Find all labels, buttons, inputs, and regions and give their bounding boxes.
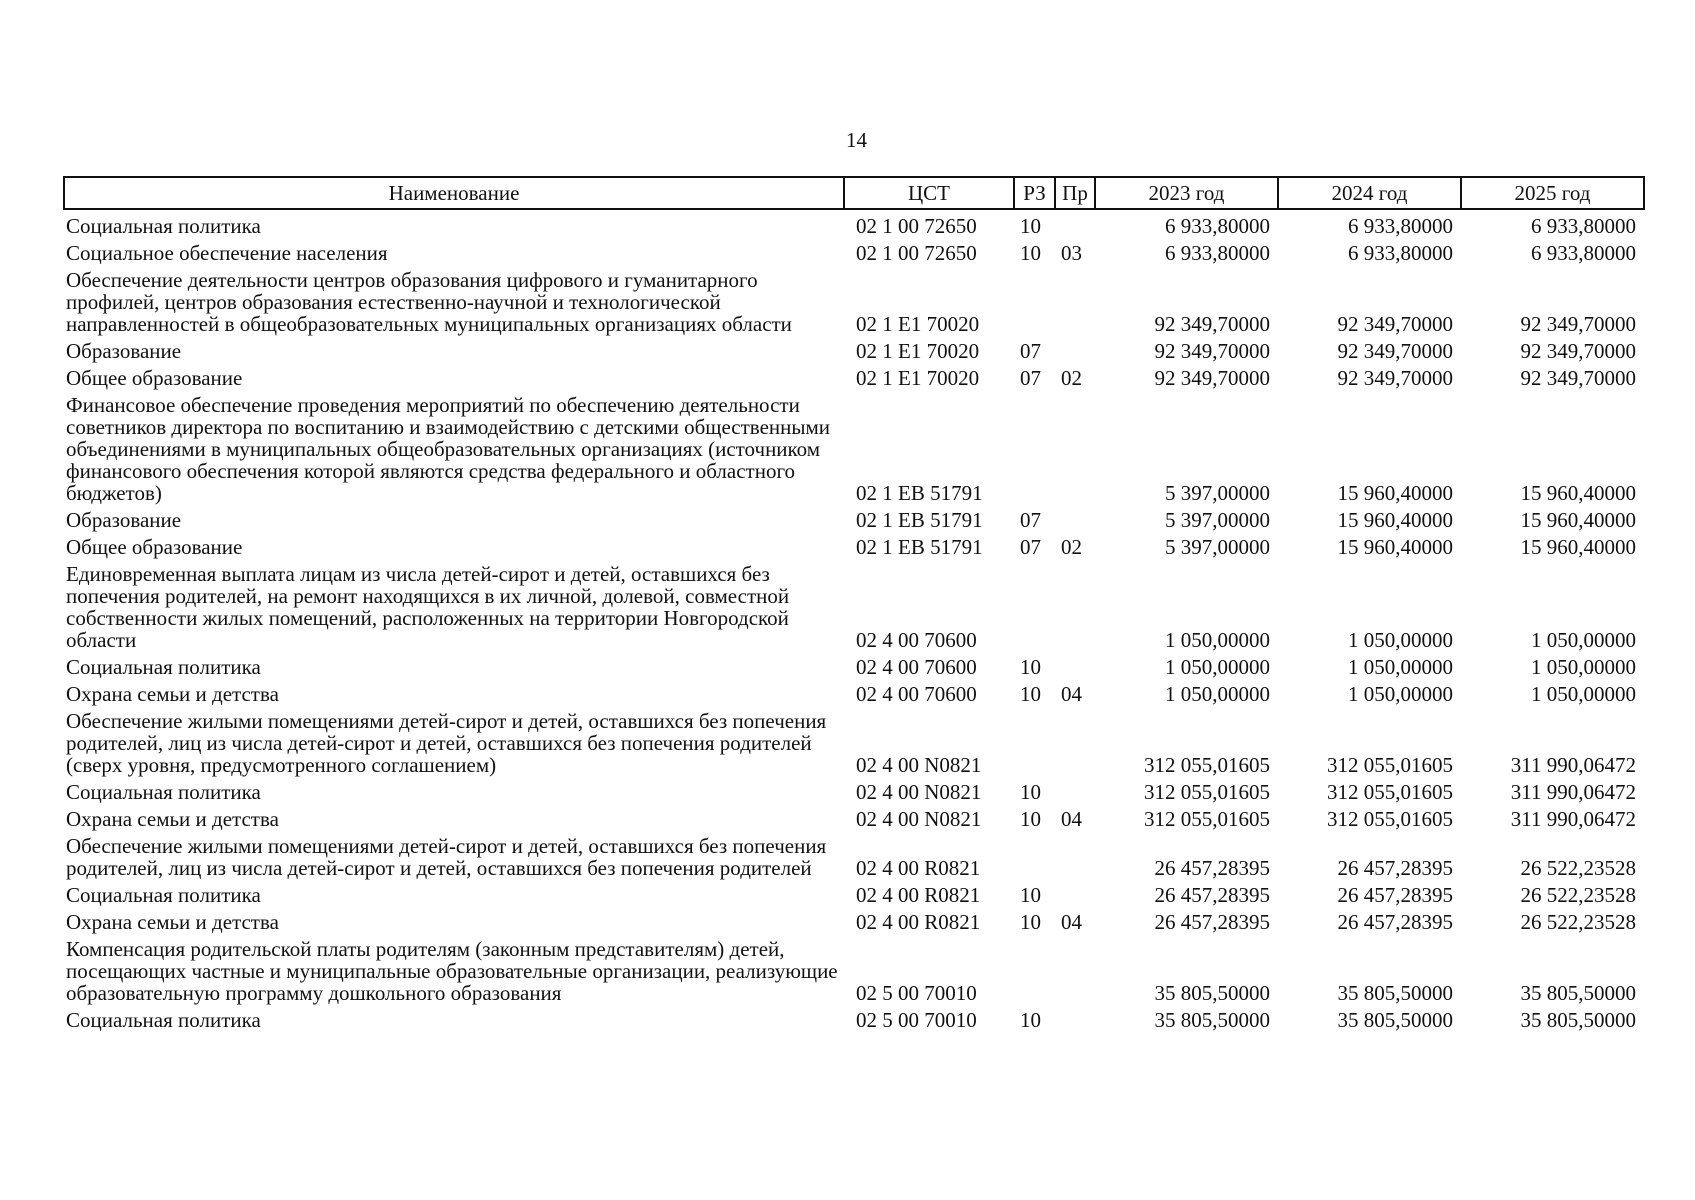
table-row	[64, 803, 1644, 830]
row-value-2023: 26 457,28395	[1154, 883, 1270, 907]
row-pr	[1055, 264, 1095, 335]
row-rz	[1014, 705, 1055, 776]
row-rz	[1014, 389, 1055, 504]
table-header	[64, 177, 1644, 209]
row-cst: 02 1 Е1 70020	[856, 339, 980, 363]
row-name: Обеспечение деятельности центров образования цифрового и гуманитарного профилей, центров образования естественно-научной и технологической направленностей в общеобразовательных муниципальных организациях области	[66, 268, 792, 336]
row-value-2023: 1 050,00000	[1165, 655, 1270, 679]
row-value-2024: 6 933,80000	[1348, 241, 1453, 265]
row-value-2025: 26 522,23528	[1520, 883, 1636, 907]
row-pr: 03	[1061, 241, 1082, 265]
table-row	[64, 335, 1644, 362]
header-rz: РЗ	[1014, 177, 1055, 209]
row-value-2025: 92 349,70000	[1520, 366, 1636, 390]
row-value-2024: 1 050,00000	[1348, 655, 1453, 679]
row-rz	[1014, 558, 1055, 651]
row-pr: 04	[1061, 807, 1082, 831]
row-rz: 10	[1020, 910, 1041, 934]
table-row	[64, 209, 1644, 237]
row-cst: 02 1 00 72650	[856, 241, 977, 265]
row-rz	[1014, 830, 1055, 879]
row-value-2023: 26 457,28395	[1154, 910, 1270, 934]
row-value-2023: 1 050,00000	[1165, 682, 1270, 706]
row-cst: 02 1 ЕВ 51791	[856, 535, 983, 559]
row-cst: 02 4 00 R0821	[856, 883, 981, 907]
row-name: Обеспечение жилыми помещениями детей-сирот и детей, оставшихся без попечения родителей, лиц из числа детей-сирот и детей, оставшихся без попечения родителей (сверх уровня, предусмотренного соглашением)	[66, 709, 827, 777]
row-cst: 02 1 00 72650	[856, 214, 977, 238]
table-row	[64, 651, 1644, 678]
row-value-2024: 35 805,50000	[1337, 981, 1453, 1005]
header-pr: Пр	[1055, 177, 1095, 209]
table-row	[64, 879, 1644, 906]
table-body	[64, 209, 1644, 1031]
header-2023: 2023 год	[1095, 177, 1278, 209]
row-value-2023: 92 349,70000	[1154, 312, 1270, 336]
row-value-2025: 6 933,80000	[1531, 241, 1636, 265]
row-value-2024: 15 960,40000	[1337, 535, 1453, 559]
row-name: Социальная политика	[66, 655, 261, 679]
table-row	[64, 558, 1644, 651]
row-pr	[1055, 879, 1095, 906]
row-value-2023: 5 397,00000	[1165, 535, 1270, 559]
row-cst: 02 4 00 70600	[856, 655, 977, 679]
row-pr	[1055, 933, 1095, 1004]
row-cst: 02 4 00 70600	[856, 628, 977, 652]
row-pr	[1055, 651, 1095, 678]
row-cst: 02 4 00 N0821	[856, 807, 982, 831]
table-row	[64, 830, 1644, 879]
row-value-2025: 1 050,00000	[1531, 628, 1636, 652]
row-value-2024: 92 349,70000	[1337, 339, 1453, 363]
row-name: Образование	[66, 508, 182, 532]
row-rz: 10	[1020, 807, 1041, 831]
row-value-2023: 5 397,00000	[1165, 508, 1270, 532]
row-pr	[1055, 830, 1095, 879]
row-value-2025: 311 990,06472	[1510, 807, 1636, 831]
row-name: Социальная политика	[66, 1008, 261, 1032]
row-name: Охрана семьи и детства	[66, 682, 279, 706]
budget-table	[63, 176, 1645, 1031]
row-rz	[1014, 933, 1055, 1004]
page-number: 14	[846, 128, 867, 152]
table-row	[64, 362, 1644, 389]
table-row	[64, 678, 1644, 705]
row-pr	[1055, 209, 1095, 237]
row-pr: 02	[1061, 366, 1082, 390]
row-value-2025: 35 805,50000	[1520, 1008, 1636, 1032]
row-value-2025: 15 960,40000	[1520, 481, 1636, 505]
row-value-2025: 35 805,50000	[1520, 981, 1636, 1005]
table-row	[64, 504, 1644, 531]
row-value-2023: 6 933,80000	[1165, 241, 1270, 265]
table-row	[64, 389, 1644, 504]
row-value-2025: 92 349,70000	[1520, 312, 1636, 336]
row-value-2024: 312 055,01605	[1327, 807, 1453, 831]
row-name: Общее образование	[66, 535, 243, 559]
row-value-2024: 1 050,00000	[1348, 682, 1453, 706]
row-value-2023: 1 050,00000	[1165, 628, 1270, 652]
row-name: Обеспечение жилыми помещениями детей-сирот и детей, оставшихся без попечения родителей, лиц из числа детей-сирот и детей, оставшихся без попечения родителей	[66, 834, 827, 880]
row-cst: 02 4 00 R0821	[856, 910, 981, 934]
header-name: Наименование	[64, 177, 844, 209]
row-name: Образование	[66, 339, 182, 363]
row-value-2025: 6 933,80000	[1531, 214, 1636, 238]
row-value-2024: 26 457,28395	[1337, 910, 1453, 934]
row-value-2023: 92 349,70000	[1154, 339, 1270, 363]
table-row	[64, 705, 1644, 776]
row-rz: 10	[1020, 780, 1041, 804]
row-name: Социальная политика	[66, 214, 261, 238]
table-row	[64, 906, 1644, 933]
table-row	[64, 531, 1644, 558]
row-pr: 04	[1061, 682, 1082, 706]
row-cst: 02 4 00 R0821	[856, 856, 981, 880]
row-name: Общее образование	[66, 366, 243, 390]
row-value-2025: 1 050,00000	[1531, 655, 1636, 679]
row-cst: 02 1 ЕВ 51791	[856, 481, 983, 505]
row-cst: 02 4 00 70600	[856, 682, 977, 706]
row-value-2024: 15 960,40000	[1337, 508, 1453, 532]
row-pr: 02	[1061, 535, 1082, 559]
header-cst: ЦСТ	[844, 177, 1014, 209]
row-rz: 10	[1020, 214, 1041, 238]
row-rz: 10	[1020, 655, 1041, 679]
row-cst: 02 5 00 70010	[856, 1008, 977, 1032]
row-cst: 02 4 00 N0821	[856, 780, 982, 804]
row-value-2025: 311 990,06472	[1510, 753, 1636, 777]
row-value-2024: 15 960,40000	[1337, 481, 1453, 505]
row-value-2024: 26 457,28395	[1337, 883, 1453, 907]
row-rz: 10	[1020, 241, 1041, 265]
header-2024: 2024 год	[1278, 177, 1461, 209]
row-value-2023: 35 805,50000	[1154, 981, 1270, 1005]
table-row	[64, 776, 1644, 803]
row-rz: 07	[1020, 339, 1041, 363]
row-name: Компенсация родительской платы родителям (законным представителям) детей, посещающих частные и муниципальные образовательные организации, реализующие образовательную программу дошкольного образования	[66, 937, 838, 1005]
row-value-2025: 15 960,40000	[1520, 535, 1636, 559]
row-value-2024: 92 349,70000	[1337, 312, 1453, 336]
row-pr: 04	[1061, 910, 1082, 934]
row-value-2023: 6 933,80000	[1165, 214, 1270, 238]
row-pr	[1055, 1004, 1095, 1031]
row-value-2025: 311 990,06472	[1510, 780, 1636, 804]
row-cst: 02 1 ЕВ 51791	[856, 508, 983, 532]
row-value-2023: 312 055,01605	[1144, 753, 1270, 777]
row-value-2023: 5 397,00000	[1165, 481, 1270, 505]
row-value-2024: 1 050,00000	[1348, 628, 1453, 652]
row-value-2024: 6 933,80000	[1348, 214, 1453, 238]
row-name: Социальная политика	[66, 883, 261, 907]
row-rz: 10	[1020, 682, 1041, 706]
row-cst: 02 1 Е1 70020	[856, 366, 980, 390]
row-value-2024: 35 805,50000	[1337, 1008, 1453, 1032]
row-value-2025: 15 960,40000	[1520, 508, 1636, 532]
table-row	[64, 237, 1644, 264]
row-pr	[1055, 504, 1095, 531]
row-name: Охрана семьи и детства	[66, 910, 279, 934]
row-value-2023: 312 055,01605	[1144, 807, 1270, 831]
row-pr	[1055, 705, 1095, 776]
row-rz: 10	[1020, 1008, 1041, 1032]
row-value-2025: 26 522,23528	[1520, 856, 1636, 880]
row-rz: 10	[1020, 883, 1041, 907]
row-value-2025: 1 050,00000	[1531, 682, 1636, 706]
row-value-2023: 35 805,50000	[1154, 1008, 1270, 1032]
row-value-2025: 92 349,70000	[1520, 339, 1636, 363]
row-rz	[1014, 264, 1055, 335]
table-row	[64, 933, 1644, 1004]
row-rz: 07	[1020, 366, 1041, 390]
row-value-2025: 26 522,23528	[1520, 910, 1636, 934]
row-pr	[1055, 335, 1095, 362]
row-cst: 02 5 00 70010	[856, 981, 977, 1005]
row-value-2024: 92 349,70000	[1337, 366, 1453, 390]
row-value-2023: 312 055,01605	[1144, 780, 1270, 804]
row-value-2024: 312 055,01605	[1327, 753, 1453, 777]
row-value-2023: 26 457,28395	[1154, 856, 1270, 880]
row-rz: 07	[1020, 535, 1041, 559]
row-pr	[1055, 776, 1095, 803]
row-name: Финансовое обеспечение проведения мероприятий по обеспечению деятельности советников директора по воспитанию и взаимодействию с детскими общественными объединениями в муниципальных общеобразовательных организациях (источником финансового обеспечения которой являются средства федерального и областного бюджетов)	[66, 393, 831, 505]
row-rz: 07	[1020, 508, 1041, 532]
row-pr	[1055, 558, 1095, 651]
row-cst: 02 4 00 N0821	[856, 753, 982, 777]
table-row	[64, 1004, 1644, 1031]
row-value-2023: 92 349,70000	[1154, 366, 1270, 390]
row-name: Социальная политика	[66, 780, 261, 804]
table-row	[64, 264, 1644, 335]
row-name: Социальное обеспечение населения	[66, 241, 388, 265]
row-name: Единовременная выплата лицам из числа детей-сирот и детей, оставшихся без попечения родителей, на ремонт находящихся в их личной, долевой, совместной собственности жилых помещений, расположенных на территории Новгородской области	[66, 562, 790, 652]
row-name: Охрана семьи и детства	[66, 807, 279, 831]
row-value-2024: 312 055,01605	[1327, 780, 1453, 804]
row-cst: 02 1 Е1 70020	[856, 312, 980, 336]
row-pr	[1055, 389, 1095, 504]
row-value-2024: 26 457,28395	[1337, 856, 1453, 880]
header-2025: 2025 год	[1461, 177, 1644, 209]
